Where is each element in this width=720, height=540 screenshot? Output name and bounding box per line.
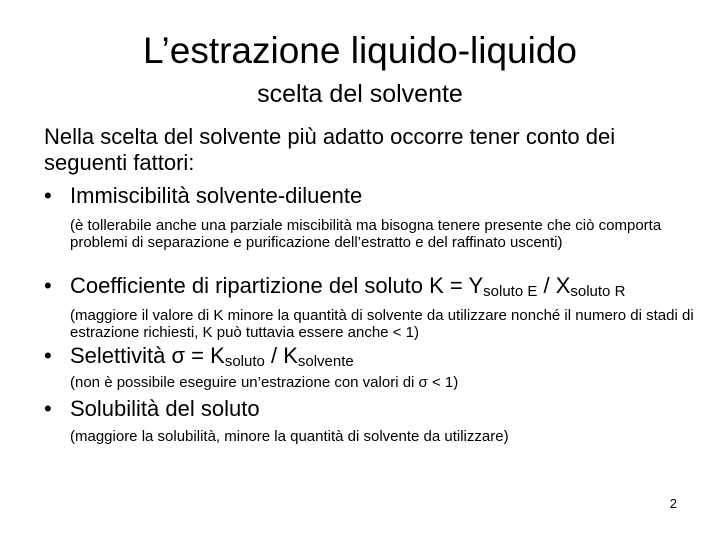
slide-title: L’estrazione liquido-liquido xyxy=(142,30,577,71)
bullet-note-solubility: (maggiore la solubilità, minore la quantità di solvente da utilizzare) xyxy=(70,428,509,445)
bullet-note-immiscibility: (è tollerabile anche una parziale miscibilità ma bisogna tenere presente che ciò comporta problemi di separazione e purificazione dell’estratto e del raffinato uscenti) xyxy=(70,217,662,251)
bullet-immiscibility xyxy=(44,183,704,209)
bullet-text: Immiscibilità solvente-diluente xyxy=(70,183,363,208)
bullet-solubility xyxy=(44,396,704,422)
page-number: 2 xyxy=(669,496,677,511)
bullet-icon: • xyxy=(44,183,52,208)
bullet-icon: • xyxy=(44,343,52,368)
bullet-text: Solubilità del soluto xyxy=(70,396,260,421)
bullet-selectivity xyxy=(44,343,704,369)
intro-paragraph: Nella scelta del solvente più adatto occorre tener conto dei seguenti fattori: xyxy=(44,124,616,175)
bullet-text-prefix: Selettività σ = K xyxy=(70,343,225,368)
bullet-text-mid: / K xyxy=(264,343,298,368)
bullet-partition-coefficient xyxy=(44,273,704,299)
subscript-soluto-e: soluto E xyxy=(483,283,538,300)
subscript-solvente: solvente xyxy=(297,353,354,370)
subscript-soluto-r: soluto R xyxy=(570,283,626,300)
bullet-text-mid: / X xyxy=(537,273,571,298)
bullet-icon: • xyxy=(44,273,52,298)
subscript-soluto: soluto xyxy=(224,353,265,370)
bullet-note-partition-coefficient: (maggiore il valore di K minore la quantità di solvente da utilizzare nonché il numero di stadi di estrazione richiesti, K può tuttavia essere anche < 1) xyxy=(70,307,694,341)
bullet-note-selectivity: (non è possibile eseguire un’estrazione con valori di σ < 1) xyxy=(70,374,459,391)
bullet-text-prefix: Coefficiente di ripartizione del soluto K = Y xyxy=(70,273,484,298)
bullet-icon: • xyxy=(44,396,52,421)
slide-subtitle: scelta del solvente xyxy=(257,80,463,108)
